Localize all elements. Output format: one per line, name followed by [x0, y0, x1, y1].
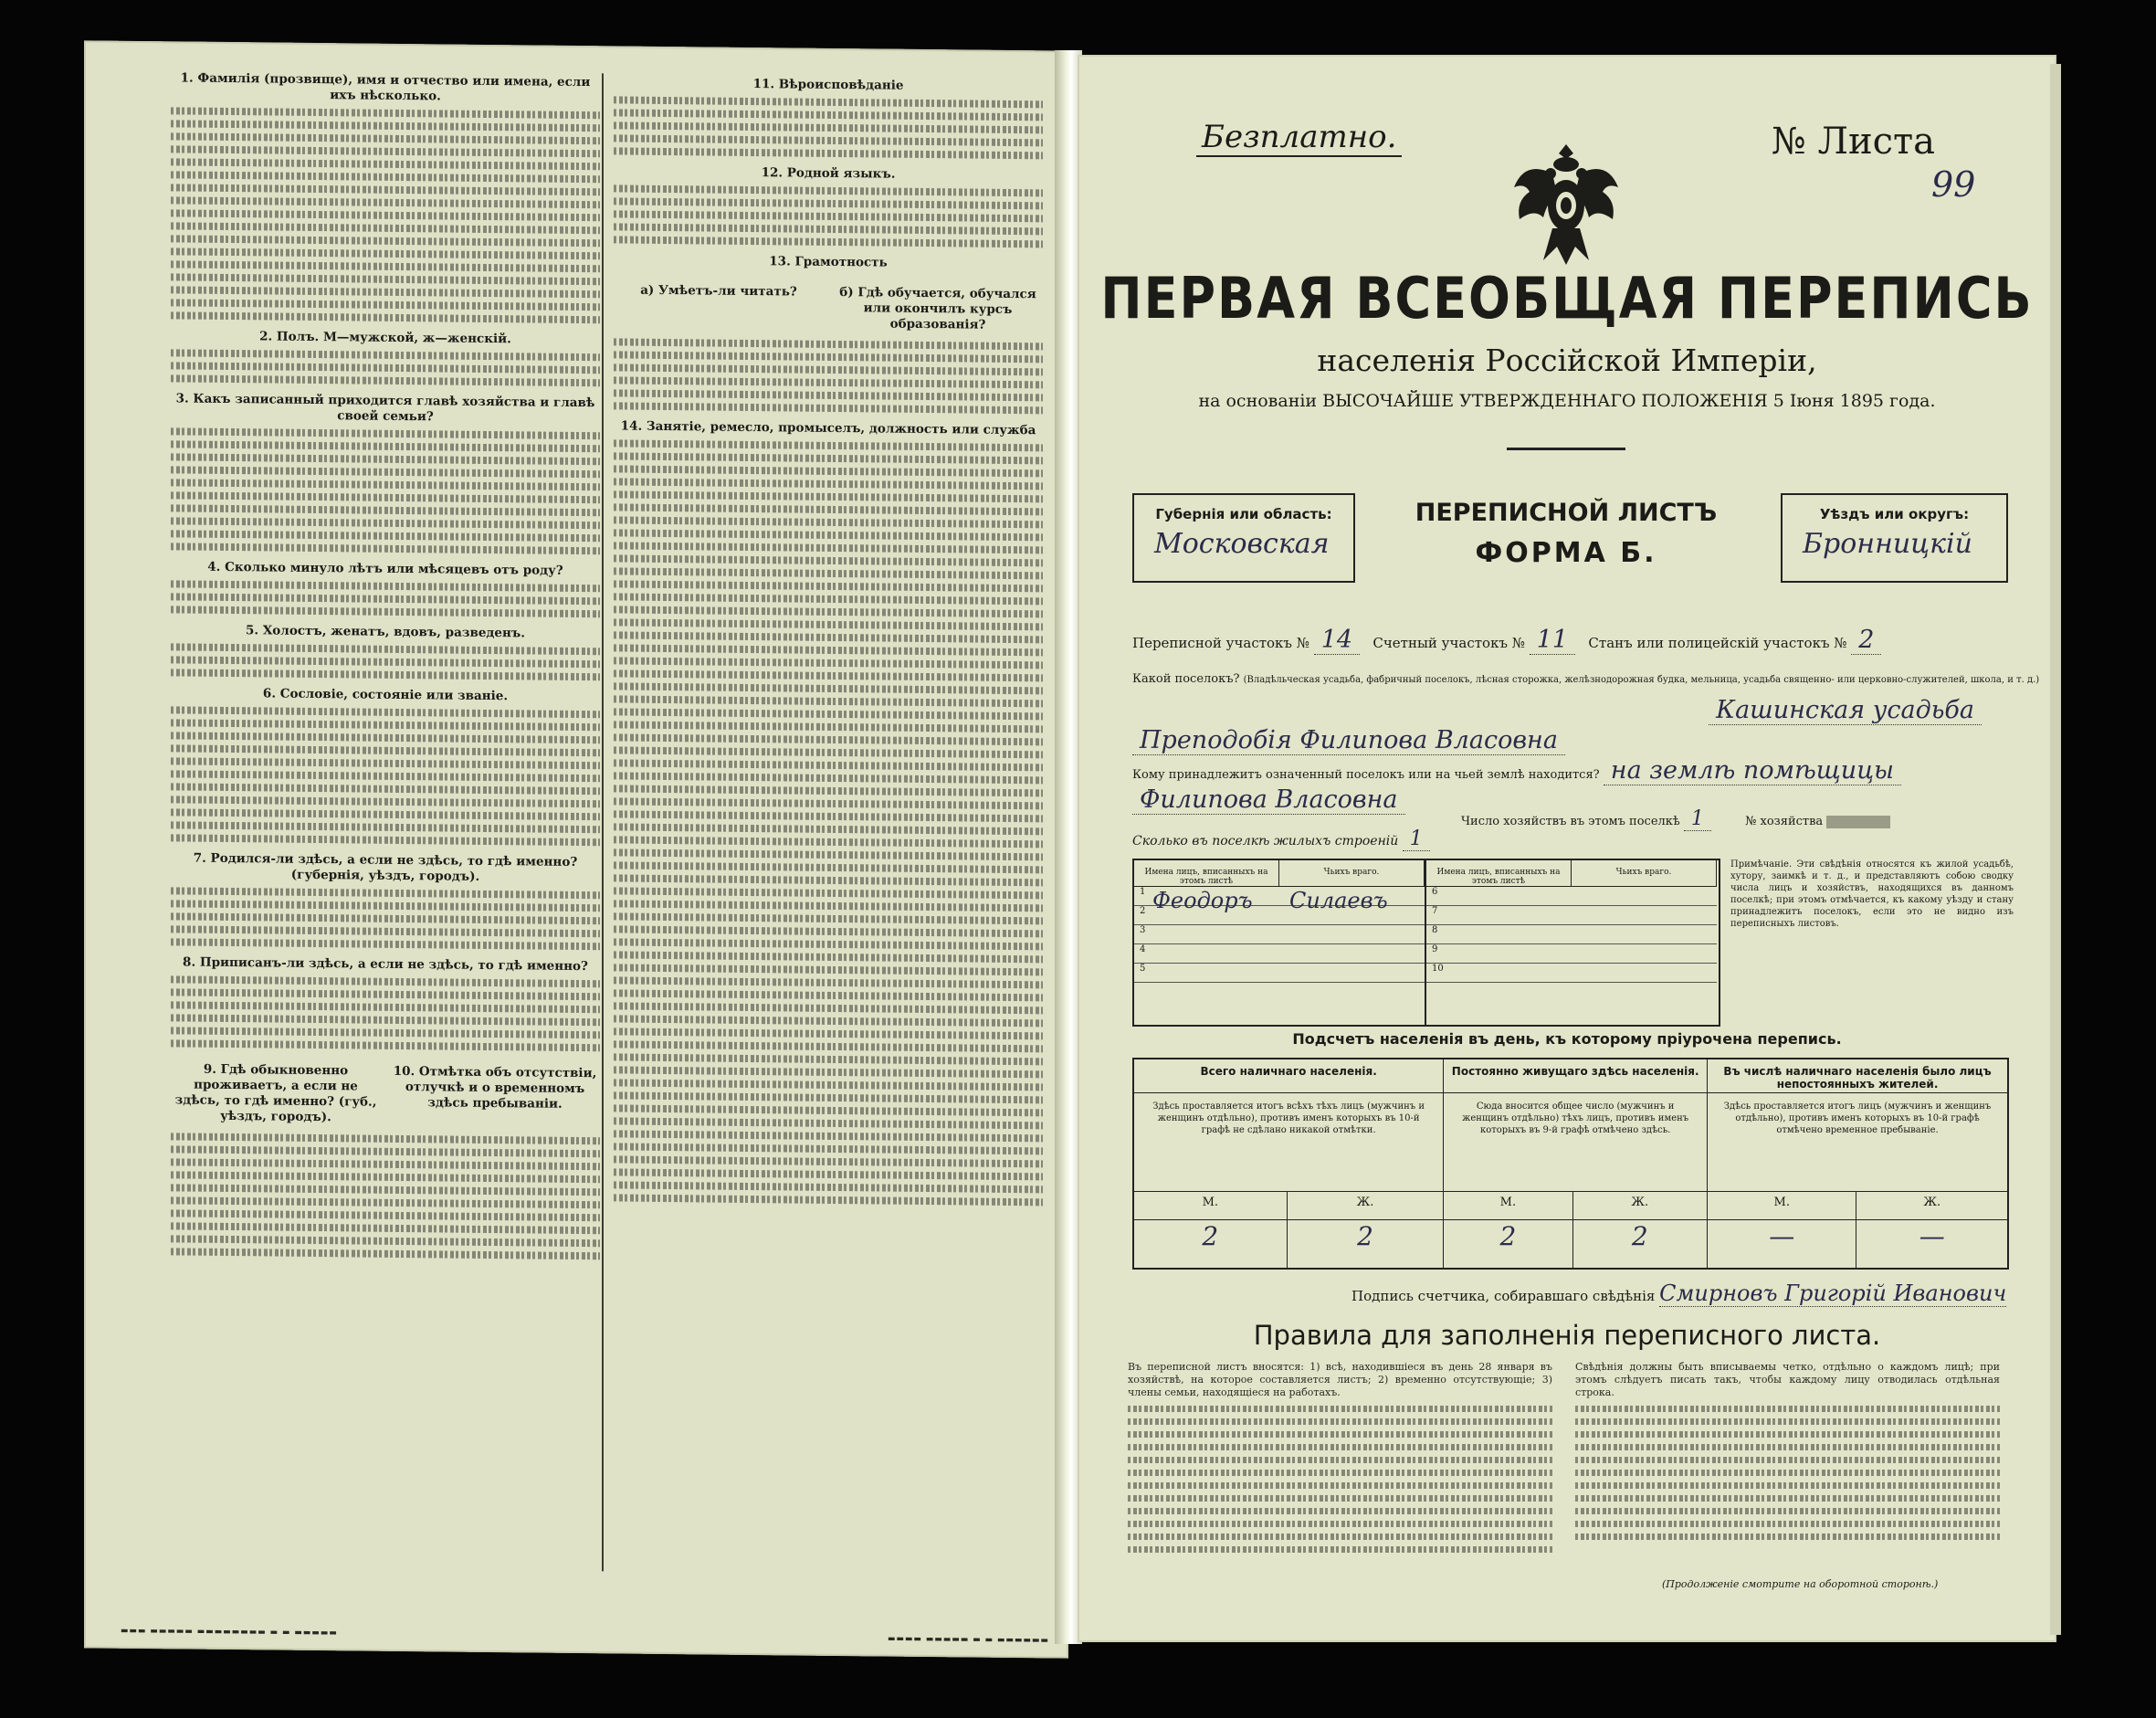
settlement-value2: Преподобія Филипова Власовна — [1132, 726, 1565, 755]
pop-value: — — [1856, 1220, 2008, 1269]
page-title: ПЕРВАЯ ВСЕОБЩАЯ ПЕРЕПИСЬ — [1100, 265, 2034, 332]
rules-heading: Правила для заполненія переписного листа. — [1253, 1320, 1881, 1351]
residents-grid-right: Имена лицъ, вписанныхъ на этомъ листѣ Чьихъ враго. 6 7 8 9 10 — [1426, 860, 1717, 1025]
section-heading: б) Гдѣ обучается, обучался или окончилъ курсъ образованія? — [839, 285, 1036, 332]
printer-imprint: ▬▬▬ ▬▬▬▬▬ ▬▬▬▬▬▬▬▬ ▬ ▬ ▬▬▬▬▬ — [121, 1626, 338, 1639]
section-heading: 12. Родной языкъ. — [761, 165, 896, 182]
section-heading: 4. Сколько минуло лѣтъ или мѣсяцевъ отъ роду? — [207, 559, 563, 578]
settlement-value2-line — [1132, 726, 2009, 755]
owner-value2: Филипова Власовна — [1132, 785, 1405, 815]
population-table: Всего наличнаго населенія. Постоянно живущаго здѣсь населенія. Въ числѣ наличнаго населенія было лицъ непостоянныхъ жителей. Здѣсь проставляется итогъ всѣхъ тѣхъ лицъ (мужчинъ и женщинъ отдѣльно), противъ именъ которыхъ въ 10-й графѣ не сдѣлано никакой отмѣтки. Сюда вносится общее число (мужчинъ и женщинъ отдѣльно) тѣхъ лицъ, противъ именъ которыхъ въ 9-й графѣ отмѣчено здѣсь. Здѣсь проставляется итогъ лицъ (мужчинъ и женщинъ отдѣльно), противъ именъ которыхъ въ 10-й графѣ отмѣчено временное пребываніе. М. Ж. М. Ж. М. Ж. 2 2 2 2 — — — [1132, 1058, 2009, 1270]
section-body — [171, 580, 600, 617]
households-value: 1 — [1684, 807, 1711, 831]
section-body — [171, 349, 600, 386]
settlement-value-line — [1132, 696, 1982, 725]
signature-value: Смирновъ Григорій Иванович — [1659, 1281, 2007, 1306]
section-body — [171, 427, 600, 554]
section-body — [171, 975, 600, 1051]
rules-column-right: Свѣдѣнія должны быть вписываемы четко, отдѣльно о каждомъ лицѣ; при этомъ слѣдуетъ писать такъ, чтобы каждому лицу отводилась отдѣльная строка. — [1575, 1361, 2000, 1546]
section-heading: 2. Полъ. М—мужской, ж—женскій. — [259, 329, 511, 347]
province-label: Губернія или область: — [1155, 506, 1332, 522]
note-text: Примѣчаніе. Эти свѣдѣнія относятся къ жилой усадьбѣ, хутору, заимкѣ и т. д., и представляютъ собою сводку числа лицъ и хозяйствъ, находящихся въ данномъ поселкѣ; при этомъ отмѣчается, къ какому уѣзду и стану принадлежитъ поселокъ, если это не видно изъ переписныхъ листовъ. — [1730, 859, 2014, 929]
district-label: Уѣздъ или округъ: — [1819, 506, 1970, 522]
section-body — [171, 887, 600, 950]
province-box — [1132, 493, 1355, 583]
section-heading: 11. Вѣроисповѣданіе — [752, 77, 904, 93]
settlement-label: Какой поселокъ? — [1132, 672, 1240, 686]
population-heading: Подсчетъ населенія въ день, къ которому пріурочена перепись. — [1292, 1030, 1842, 1048]
stan-value: 2 — [1851, 626, 1881, 655]
left-column — [171, 61, 600, 1265]
legal-basis: на основаніи ВЫСОЧАЙШЕ УТВЕРЖДЕННАГО ПОЛОЖЕНІЯ 5 Іюня 1895 года. — [1198, 391, 1936, 411]
residents-grid — [1132, 859, 1720, 1027]
continuation-note: (Продолженіе смотрите на оборотной сторонѣ.) — [1662, 1578, 1939, 1590]
province-value: Московская — [1154, 528, 1330, 560]
grid-handwriting: Силаевъ — [1289, 888, 1388, 913]
section-body — [614, 338, 1043, 414]
sheet-number — [1772, 121, 1935, 163]
imperial-eagle-emblem — [1507, 137, 1625, 274]
census-form-page — [1078, 55, 2056, 1642]
section-body — [171, 706, 600, 846]
section-heading: а) Умѣетъ-ли читать? — [640, 282, 797, 300]
pop-value: 2 — [1572, 1220, 1708, 1269]
page-subtitle: населенія Россійской Имперіи, — [1317, 343, 1817, 378]
section-heading: 13. Грамотность — [769, 254, 888, 270]
left-page-instructions — [84, 40, 1068, 1658]
section-body — [171, 107, 600, 323]
section-body — [171, 1133, 600, 1260]
households-line: Число хозяйствъ въ этомъ поселкѣ 1 № хозяйства — [1461, 807, 2009, 831]
buildings-value: 1 — [1403, 827, 1430, 851]
census-area-value: 14 — [1314, 626, 1360, 655]
count-area-value: 11 — [1530, 626, 1575, 655]
page-edge — [2050, 64, 2061, 1635]
sheet-handwritten-number: 99 — [1931, 164, 1976, 205]
section-heading: 9. Гдѣ обыкновенно проживаетъ, а если не здѣсь, то гдѣ именно? (губ., уѣздъ, городъ). — [174, 1061, 377, 1125]
district-box — [1781, 493, 2008, 583]
column-divider — [602, 73, 604, 1571]
section-subcolumns — [171, 1052, 600, 1132]
pop-value: 2 — [1444, 1220, 1572, 1269]
residents-grid-left: Имена лицъ, вписанныхъ на этомъ листѣ Чьихъ враго. 1 2 3 4 5 Феодоръ Силаевъ — [1134, 860, 1426, 1025]
rules-column-left: Въ переписной листъ вносятся: 1) всѣ, находившіеся въ день 28 января въ хозяйствѣ, на которое составляется листъ; 2) временно отсутствующіе; 3) члены семьи, находящіеся на работахъ. — [1128, 1361, 1552, 1559]
section-heading: 5. Холостъ, женатъ, вдовъ, разведенъ. — [246, 623, 525, 641]
enumerator-signature: Подпись счетчика, собиравшаго свѣдѣнія Смирновъ Григорій Иванович — [1351, 1281, 2007, 1306]
owner-value: на землѣ помѣщицы — [1604, 756, 1901, 785]
printer-imprint: ▬▬▬▬ ▬▬▬▬▬ ▬ ▬ ▬▬▬▬▬▬ — [888, 1634, 1050, 1646]
section-body — [614, 96, 1043, 159]
sheet-label: № Листа — [1772, 121, 1935, 163]
buildings-line: Сколько въ поселкѣ жилыхъ строеній 1 — [1132, 827, 2009, 851]
section-heading: 14. Занятіе, ремесло, промыселъ, должность или служба — [620, 418, 1036, 438]
right-column — [614, 66, 1043, 1211]
owner-line — [1132, 756, 2009, 785]
section-heading: 3. Какъ записанный приходится главѣ хозяйства и главѣ своей семьи? — [175, 391, 595, 425]
grid-handwriting: Феодоръ — [1152, 888, 1253, 913]
section-heading: 8. Приписанъ-ли здѣсь, а если не здѣсь, то гдѣ именно? — [183, 954, 588, 975]
divider-rule — [1507, 448, 1625, 450]
literacy-subcolumns — [614, 273, 1043, 337]
form-title: ПЕРЕПИСНОЙ ЛИСТЪ — [1415, 499, 1718, 527]
pop-value: — — [1708, 1220, 1856, 1269]
section-heading: 1. Фамилія (прозвище), имя и отчество или имена, если ихъ нѣсколько. — [180, 70, 591, 104]
section-heading: 7. Родился-ли здѣсь, а если не здѣсь, то гдѣ именно? (губернія, уѣздъ, городъ). — [193, 850, 578, 884]
section-heading: 10. Отмѣтка объ отсутствіи, отлучкѣ и о временномъ здѣсь пребываніи. — [393, 1063, 597, 1112]
pop-value: 2 — [1287, 1220, 1444, 1269]
section-heading: 6. Сословіе, состояніе или званіе. — [262, 686, 509, 704]
section-body — [614, 184, 1043, 248]
section-body — [614, 439, 1043, 1206]
settlement-line — [1132, 672, 2040, 686]
area-line: Переписной участокъ № 14 Счетный участокъ № 11 Станъ или полицейскій участокъ № 2 — [1132, 626, 2009, 655]
free-label: Безплатно. — [1196, 119, 1402, 157]
district-value: Бронницкій — [1803, 528, 1972, 560]
pop-value: 2 — [1133, 1220, 1287, 1269]
form-subtitle: ФОРМА Б. — [1475, 537, 1657, 569]
settlement-value: Кашинская усадьба — [1709, 696, 1982, 725]
section-body — [171, 643, 600, 680]
owner-label: Кому принадлежитъ означенный поселокъ или на чьей землѣ находится? — [1132, 768, 1600, 782]
settlement-hint: (Владѣльческая усадьба, фабричный поселокъ, лѣсная сторожка, желѣзнодорожная будка, мельница, усадьба священно- или церковно-служителей, школа, и т. д.) — [1243, 675, 2040, 685]
